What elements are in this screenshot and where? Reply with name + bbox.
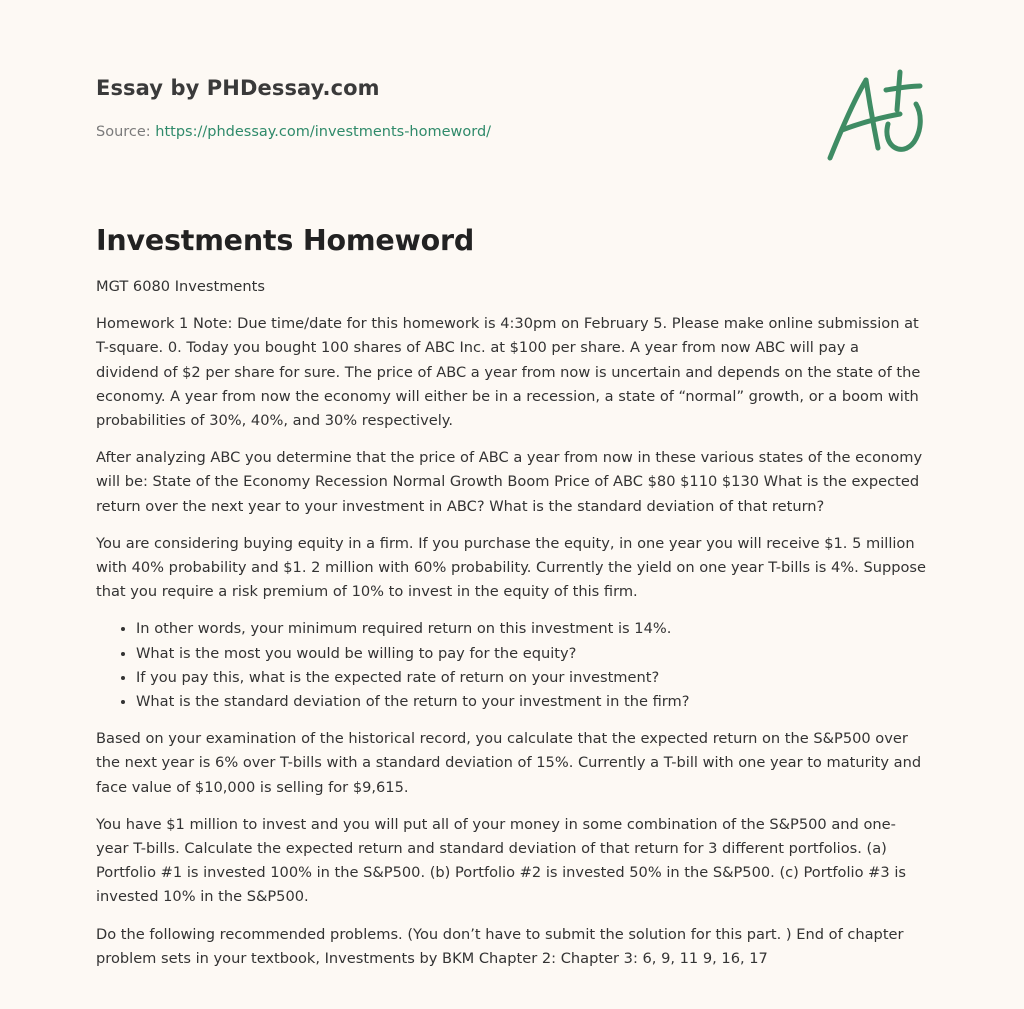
source-line [96, 124, 491, 140]
article-title: Investments Homeword [96, 224, 475, 257]
source-link[interactable]: https://phdessay.com/investments-homeword/ [155, 124, 492, 140]
page-header [96, 76, 491, 140]
list-item: • In other words, your minimum required return on this investment is 14%. [136, 617, 926, 641]
list-item: • If you pay this, what is the expected rate of return on your investment? [136, 666, 926, 690]
paragraph: Do the following recommended problems. (You don’t have to submit the solution for this part. ) End of chapter problem sets in your textbook, Investments by BKM Chapter 2: Chapter 3: 6, 9, 11 9, 16, 17 [96, 925, 904, 967]
bullet-list [96, 617, 926, 714]
paragraph: You have $1 million to invest and you will put all of your money in some combination of the S&P500 and one-year T-bills. Calculate the expected return and standard deviation of that return for 3 different portfolios. (a) Portfolio #1 is invested 100% in the S&P500. (b) Portfolio #2 is invested 50% in the S&P500. (c) Portfolio #3 is invested 10% in the S&P500. [96, 815, 906, 906]
paragraph: MGT 6080 Investments [96, 278, 265, 295]
paragraph: You are considering buying equity in a firm. If you purchase the equity, in one year you will receive $1. 5 million with 40% probability and $1. 2 million with 60% probability. Currently the yield on one year T-bills is 4%. Suppose that you require a risk premium of 10% to invest in the equity of this firm. [96, 534, 926, 601]
article-body [96, 224, 926, 984]
paragraph: Based on your examination of the historical record, you calculate that the expected return on the S&P500 over the next year is 6% over T-bills with a standard deviation of 15%. Currently a T-bill with one year to maturity and face value of $10,000 is selling for $9,615. [96, 730, 922, 796]
source-label: Source: [96, 124, 156, 140]
brand-title: Essay by PHDessay.com [96, 76, 380, 100]
list-item: • What is the most you would be willing to pay for the equity? [136, 642, 926, 666]
a-plus-logo-icon [820, 66, 930, 166]
paragraph: After analyzing ABC you determine that the price of ABC a year from now in these various states of the economy will be: State of the Economy Recession Normal Growth Boom Price of ABC $80 $110 $130 What is the expected return over the next year to your investment in ABC? What is the standard deviation of that return? [96, 449, 923, 515]
paragraph: Homework 1 Note: Due time/date for this homework is 4:30pm on February 5. Please make online submission at T-square. 0. Today you bought 100 shares of ABC Inc. at $100 per share. A year from now ABC will pay a dividend of $2 per share for sure. The price of ABC a year from now is uncertain and depends on the state of the economy. A year from now the economy will either be in a recession, a state of “normal” growth, or a boom with probabilities of 30%, 40%, and 30% respectively. [96, 315, 921, 430]
list-item: • What is the standard deviation of the return to your investment in the firm? [136, 690, 926, 714]
